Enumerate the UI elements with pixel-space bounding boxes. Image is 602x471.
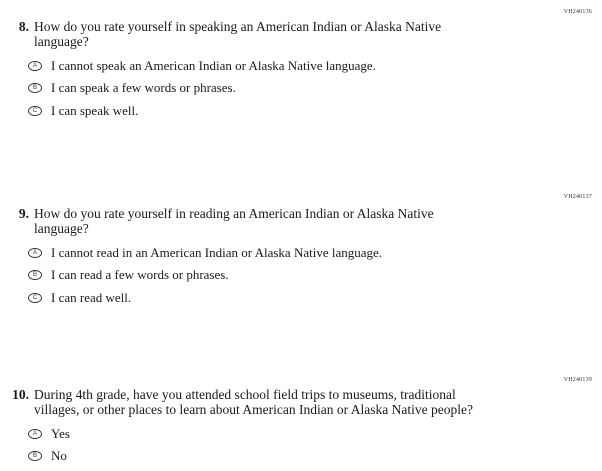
question-10-id-code: VH240139 xyxy=(563,377,592,383)
question-8-options xyxy=(28,58,566,118)
question-9-number: 9. xyxy=(18,206,29,221)
question-8-text: How do you rate yourself in speaking an American Indian or Alaska Native language? xyxy=(34,19,442,49)
question-8-option-a[interactable] xyxy=(28,58,566,73)
question-9-option-b[interactable] xyxy=(28,268,566,283)
question-10-option-a[interactable] xyxy=(28,426,566,441)
question-9-options xyxy=(28,245,566,305)
answer-bubble-icon[interactable]: A xyxy=(28,429,42,439)
option-label: I can speak well. xyxy=(51,102,139,118)
option-label: No xyxy=(51,448,67,463)
question-8-option-b[interactable] xyxy=(28,81,566,96)
option-label: Yes xyxy=(51,425,70,441)
question-9 xyxy=(6,206,566,313)
option-label: I cannot read in an American Indian or Alaska Native language. xyxy=(51,244,383,260)
answer-bubble-icon[interactable]: B xyxy=(28,451,42,461)
answer-bubble-icon[interactable]: B xyxy=(28,83,42,93)
answer-bubble-icon[interactable]: B xyxy=(28,270,42,280)
answer-bubble-icon[interactable]: A xyxy=(28,61,42,71)
question-9-option-a[interactable] xyxy=(28,245,566,260)
question-10-number: 10. xyxy=(12,387,29,402)
answer-bubble-icon[interactable]: C xyxy=(28,106,42,116)
question-10 xyxy=(6,387,566,471)
question-9-prompt xyxy=(6,206,566,236)
question-10-prompt xyxy=(6,387,566,417)
question-10-text: During 4th grade, have you attended school field trips to museums, traditional villages, or other places to learn about American Indian or Alaska Native people? xyxy=(34,387,473,417)
question-10-options xyxy=(28,426,566,464)
option-label: I cannot speak an American Indian or Alaska Native language. xyxy=(51,57,376,73)
question-9-id-code: VH240137 xyxy=(563,194,592,200)
answer-bubble-icon[interactable]: A xyxy=(28,248,42,258)
option-label: I can read well. xyxy=(51,289,132,305)
question-8 xyxy=(6,19,566,126)
question-8-option-c[interactable] xyxy=(28,103,566,118)
answer-bubble-icon[interactable]: C xyxy=(28,293,42,303)
question-9-text: How do you rate yourself in reading an American Indian or Alaska Native language? xyxy=(34,206,434,236)
option-label: I can speak a few words or phrases. xyxy=(51,80,236,95)
question-10-option-b[interactable] xyxy=(28,449,566,464)
question-9-option-c[interactable] xyxy=(28,290,566,305)
question-8-id-code: VH240136 xyxy=(563,9,592,15)
question-8-number: 8. xyxy=(18,19,29,34)
question-8-prompt xyxy=(6,19,566,49)
option-label: I can read a few words or phrases. xyxy=(51,267,229,282)
